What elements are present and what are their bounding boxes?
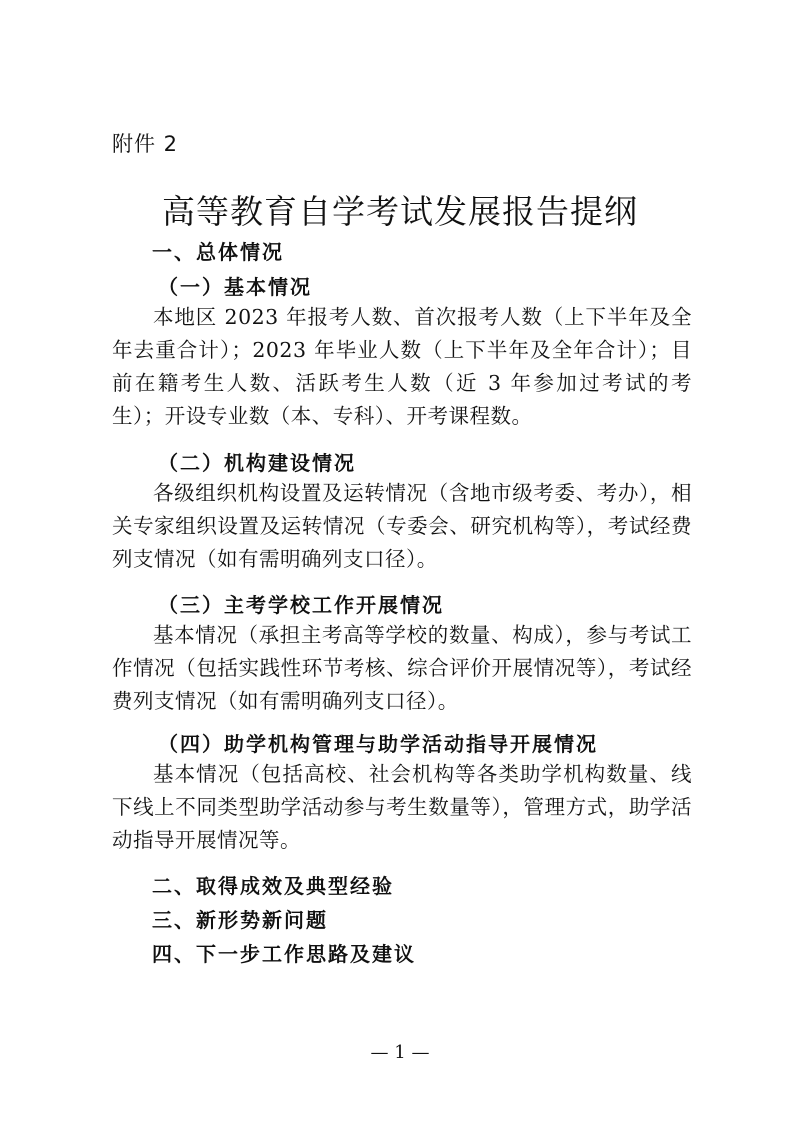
section-heading-achievements: 二、取得成效及典型经验 (152, 874, 394, 898)
paragraph-basic: 本地区 2023 年报考人数、首次报考人数（上下半年及全年去重合计）；2023 年毕业人数（上下半年及全年合计）；目前在籍考生人数、活跃考生人数（近 3 年参加过考试的考生）；开设专业数（本、专科）、开考课程数。 (112, 305, 692, 428)
page-number: — 1 — (370, 1042, 430, 1063)
subsection-heading-institutions: （二）机构建设情况 (158, 451, 356, 475)
section-heading-new-issues: 三、新形势新问题 (152, 908, 328, 932)
section-heading-next-steps: 四、下一步工作思路及建议 (152, 942, 416, 966)
attachment-label: 附件 2 (112, 132, 179, 156)
subsection-heading-host-schools: （三）主考学校工作开展情况 (158, 593, 444, 617)
subsection-heading-study-support: （四）助学机构管理与助学活动指导开展情况 (158, 732, 598, 756)
paragraph-host-schools: 基本情况（承担主考高等学校的数量、构成），参与考试工作情况（包括实践性环节考核、综合评价开展情况等），考试经费列支情况（如有需明确列支口径）。 (112, 623, 692, 713)
paragraph-institutions: 各级组织机构设置及运转情况（含地市级考委、考办），相关专家组织设置及运转情况（专委会、研究机构等），考试经费列支情况（如有需明确列支口径）。 (112, 481, 692, 571)
document-title: 高等教育自学考试发展报告提纲 (162, 192, 638, 231)
subsection-heading-basic: （一）基本情况 (158, 275, 312, 299)
section-heading-overall: 一、总体情况 (152, 240, 284, 264)
paragraph-study-support: 基本情况（包括高校、社会机构等各类助学机构数量、线下线上不同类型助学活动参与考生数量等），管理方式，助学活动指导开展情况等。 (112, 762, 692, 852)
